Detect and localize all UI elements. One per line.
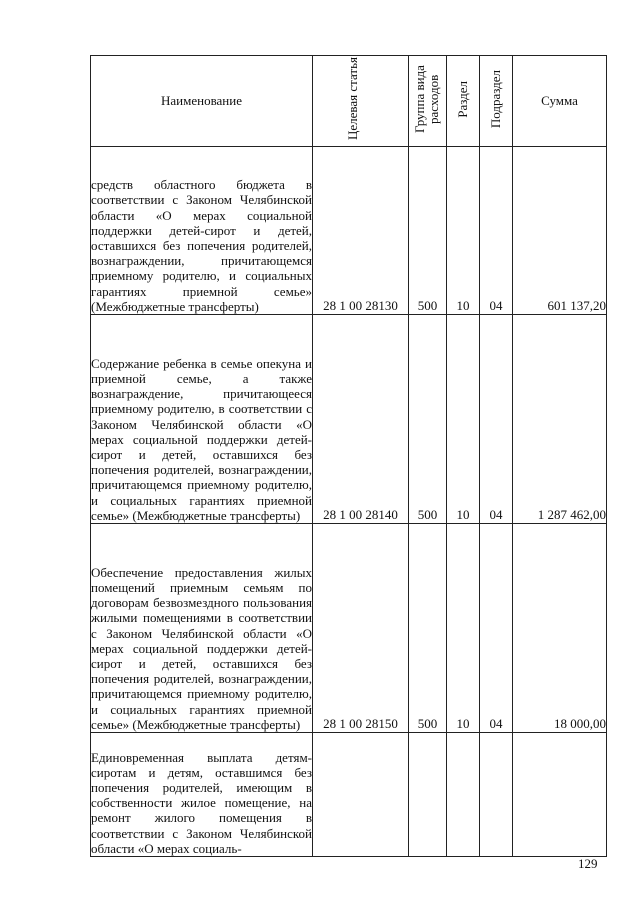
row-target xyxy=(313,733,409,857)
page-number: 129 xyxy=(578,856,598,871)
table-row xyxy=(91,147,607,315)
row-sum: 1 287 462,00 xyxy=(513,315,607,524)
row-subsection: 04 xyxy=(480,147,513,315)
row-target: 28 1 00 28150 xyxy=(313,524,409,733)
table-row xyxy=(91,733,607,857)
row-name: Единовременная выплата детям-сиротам и детям, оставшимся без попечения родителей, имеющим в собственности жилое помещение, на ремонт жилого помещения в соответствии с Законом Челябинской области «О мерах социаль- xyxy=(91,733,313,857)
row-section xyxy=(447,733,480,857)
row-name: средств областного бюджета в соответствии с Законом Челябинской области «О мерах социальной поддержки детей-сирот и детей, оставшихся без попечения родителей, вознаграждении, причитающемся приемному родителю, и социальных гарантиях приемной семье» (Межбюджетные трансферты) xyxy=(91,147,313,315)
row-group: 500 xyxy=(409,524,447,733)
row-section: 10 xyxy=(447,315,480,524)
budget-table xyxy=(90,55,607,857)
table-row xyxy=(91,315,607,524)
row-section: 10 xyxy=(447,147,480,315)
header-subsection: Подраздел xyxy=(480,56,513,147)
header-expense-group: Группа вида расходов xyxy=(409,56,447,147)
row-sum xyxy=(513,733,607,857)
row-subsection: 04 xyxy=(480,315,513,524)
row-sum: 18 000,00 xyxy=(513,524,607,733)
row-subsection xyxy=(480,733,513,857)
row-subsection: 04 xyxy=(480,524,513,733)
row-name: Содержание ребенка в семье опекуна и приемной семье, а также вознаграждение, причитающееся приемному родителю, в соответствии с Законом Челябинской области «О мерах социальной поддержки детей-сирот и детей, оставшихся без попечения родителей, вознаграждении, причитающемся приемному родителю, и социальных гарантиях приемной семье» (Межбюджетные трансферты) xyxy=(91,315,313,524)
header-target: Целевая статья xyxy=(313,56,409,147)
row-sum: 601 137,20 xyxy=(513,147,607,315)
row-group xyxy=(409,733,447,857)
row-group: 500 xyxy=(409,315,447,524)
table-row xyxy=(91,524,607,733)
row-name: Обеспечение предоставления жилых помещений приемным семьям по договорам безвозмездного пользования жилыми помещениями в соответствии с Законом Челябинской области «О мерах социальной поддержки детей-сирот и детей, оставшихся без попечения родителей, вознаграждении, причитающемся приемному родителю, и социальных гарантиях приемной семье» (Межбюджетные трансферты) xyxy=(91,524,313,733)
row-target: 28 1 00 28130 xyxy=(313,147,409,315)
header-section: Раздел xyxy=(447,56,480,147)
row-target: 28 1 00 28140 xyxy=(313,315,409,524)
header-sum: Сумма xyxy=(513,56,607,147)
table-header xyxy=(91,56,607,147)
header-name: Наименование xyxy=(91,56,313,147)
row-group: 500 xyxy=(409,147,447,315)
row-section: 10 xyxy=(447,524,480,733)
